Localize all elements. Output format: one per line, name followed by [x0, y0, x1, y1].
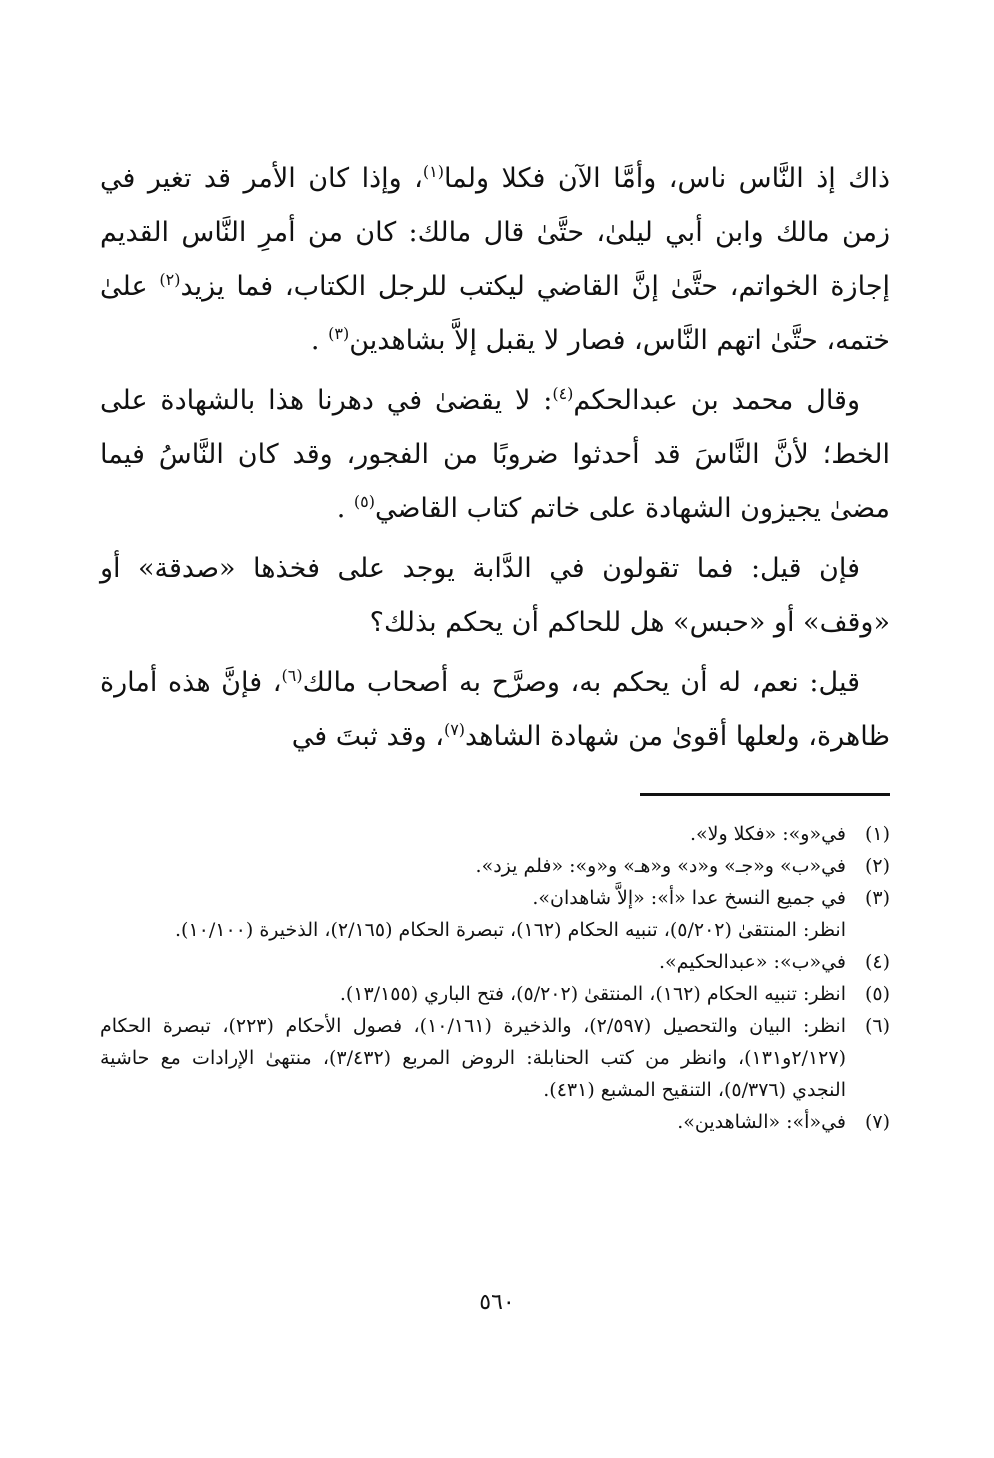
footnote-number: (٥)	[864, 983, 890, 1005]
paragraph-text: فإن قيل: فما تقولون في الدَّابة يوجد على فخذها «صدقة» أو «وقف» أو «حبس» هل للحاكم أن يحكم بذلك؟	[100, 553, 890, 638]
paragraph-text: .	[336, 493, 354, 524]
footnote-text: في«أ»: «الشاهدين».	[677, 1111, 846, 1133]
footnote-5	[100, 978, 890, 1010]
footnote-ref[interactable]: (٥)	[353, 492, 375, 511]
paragraph-text: ، وقد ثبتَ في	[291, 721, 444, 752]
paragraph-2	[100, 374, 890, 536]
footnote-ref[interactable]: (٦)	[281, 666, 303, 685]
paragraph-text: ، فإنَّ هذه أمارة ظاهرة، ولعلها أقوىٰ من شهادة الشاهد	[100, 667, 890, 752]
paragraph-text: علىٰ ختمه، حتَّىٰ اتهم النَّاس، فصار لا يقبل إلاَّ بشاهدين	[100, 271, 890, 356]
footnote-separator	[640, 793, 890, 796]
paragraph-text: ، وإذا كان الأمر قد تغير في زمن مالك وابن أبي ليلىٰ، حتَّىٰ قال مالك: كان من أمرِ النَّاس القديم إجازة الخواتم، حتَّىٰ إنَّ القاضي ليكتب للرجل الكتاب، فما يزيد	[100, 163, 891, 302]
footnote-7	[100, 1106, 890, 1138]
paragraph-text: ذاك إذ النَّاس ناس، وأمَّا الآن فكلا ولما	[443, 163, 890, 194]
footnote-ref[interactable]: (٢)	[159, 270, 181, 289]
footnote-number: (٤)	[864, 951, 890, 973]
footnote-ref[interactable]: (٣)	[328, 324, 350, 343]
footnotes	[100, 818, 890, 1138]
footnote-3	[100, 882, 890, 914]
footnote-ref[interactable]: (٧)	[443, 720, 466, 739]
footnote-number: (٦)	[864, 1015, 890, 1037]
footnote-4	[100, 946, 890, 978]
footnote-text: انظر: البيان والتحصيل (٢/٥٩٧)، والذخيرة (١٠/١٦١)، فصول الأحكام (٢٢٣)، تبصرة الحكام (٢/١٢٧و١٣١)، وانظر من كتب الحنابلة: الروض المربع (٣/٤٣٢)، منتهىٰ الإرادات مع حاشية النجدي (٥/٣٧٦)، التنقيح المشبع (٤٣١).	[100, 1015, 846, 1101]
footnote-number: (٢)	[864, 855, 890, 877]
paragraph-1	[100, 152, 890, 368]
paragraph-4	[100, 656, 890, 764]
footnote-1	[100, 818, 890, 850]
footnote-number: (٣)	[864, 887, 890, 909]
paragraph-3	[100, 542, 890, 650]
page-number: ٥٦٠	[479, 1290, 515, 1315]
footnote-number: (١)	[864, 823, 890, 845]
footnote-text: في«و»: «فكلا ولا».	[689, 823, 846, 845]
footnote-ref[interactable]: (١)	[422, 162, 444, 181]
footnote-text: في جميع النسخ عدا «أ»: «إلاَّ شاهدان».	[532, 887, 846, 909]
footnote-text: انظر: تنبيه الحكام (١٦٢)، المنتقىٰ (٥/٢٠٢)، فتح الباري (١٣/١٥٥).	[339, 983, 846, 1005]
main-text	[100, 152, 890, 770]
footnote-3-continuation: انظر: المنتقىٰ (٥/٢٠٢)، تنبيه الحكام (١٦٢)، تبصرة الحكام (٢/١٦٥)، الذخيرة (١٠/١٠٠).	[174, 919, 846, 941]
paragraph-text: وقال محمد بن عبدالحكم	[573, 385, 860, 416]
footnote-6	[100, 1010, 890, 1106]
footnote-2	[100, 850, 890, 882]
paragraph-text: .	[310, 325, 329, 356]
footnote-text: في«ب»: «عبدالحكيم».	[658, 951, 846, 973]
paragraph-text: : لا يقضىٰ في دهرنا هذا بالشهادة على الخط؛ لأنَّ النَّاسَ قد أحدثوا ضروبًا من الفجور، وقد كان النَّاسُ فيما مضىٰ يجيزون الشهادة على خاتم كتاب القاضي	[100, 385, 890, 524]
footnote-text: في«ب» و«جـ» و«د» و«هـ» و«و»: «فلم يزد».	[475, 855, 846, 877]
paragraph-text: قيل: نعم، له أن يحكم به، وصرَّح به أصحاب مالك	[302, 667, 861, 698]
footnote-ref[interactable]: (٤)	[552, 384, 574, 403]
footnote-number: (٧)	[864, 1111, 890, 1133]
